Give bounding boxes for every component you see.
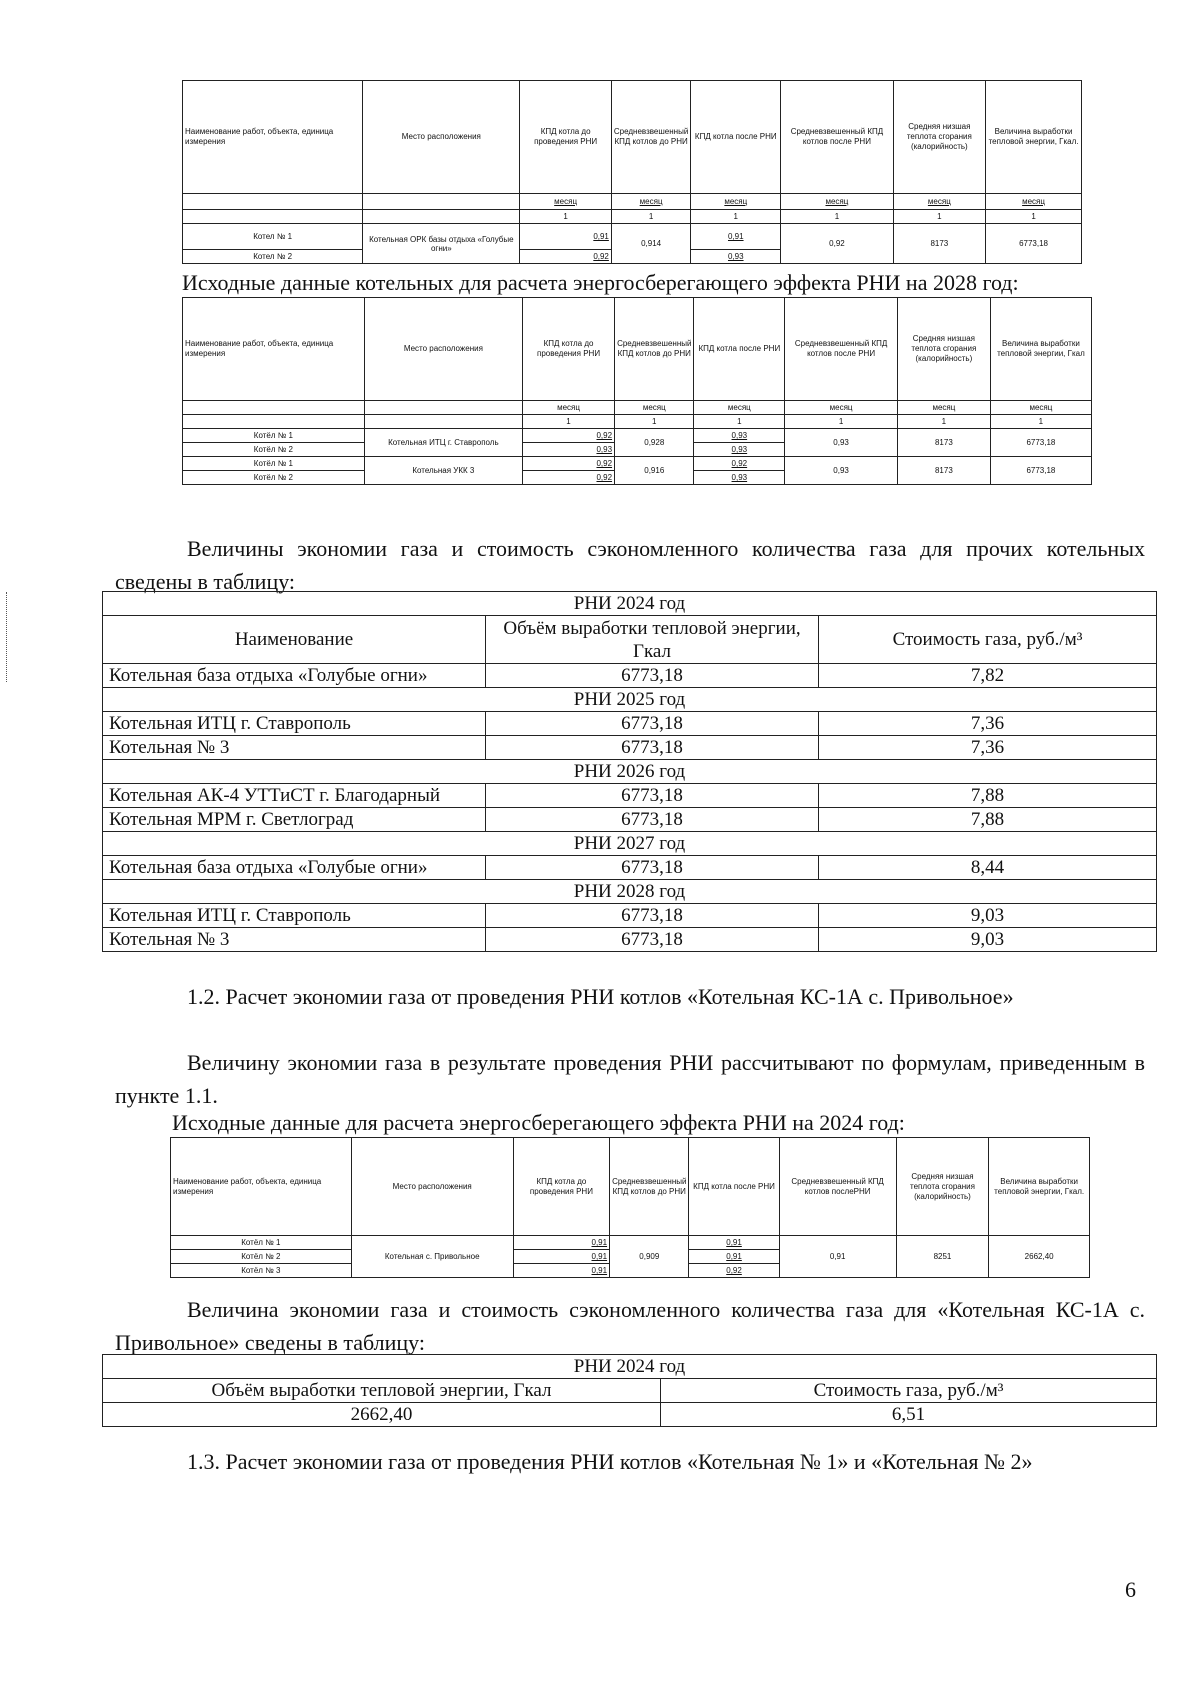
header-name: Наименование работ, объекта, единица измерения: [171, 1138, 352, 1236]
header-avg-kpd-after: Средневзвешенный КПД котлов послеРНИ: [779, 1138, 896, 1236]
year-row: РНИ 2024 год: [103, 592, 1157, 616]
unit-num-cell: 1: [691, 210, 781, 224]
scan-margin-mark: [6, 592, 11, 682]
kpd-after: 0,93: [694, 443, 785, 457]
calorific: 8173: [897, 457, 990, 485]
unit-num-cell: 1: [986, 210, 1082, 224]
unit-cell: месяц: [694, 401, 785, 415]
unit-cell: месяц: [897, 401, 990, 415]
year-row: РНИ 2027 год: [103, 832, 1157, 856]
boiler-name: Котёл № 2: [171, 1250, 352, 1264]
header-heat-output: Величина выработки тепловой энергии, Гкал.: [989, 1138, 1090, 1236]
caption-2024: Исходные данные для расчета энергосберегающего эффекта РНИ на 2024 год:: [172, 1110, 905, 1135]
unit-cell: месяц: [785, 401, 898, 415]
kpd-before: 0,91: [520, 224, 612, 250]
boiler-data-table-2024: [170, 1137, 1090, 1278]
cost: 6,51: [661, 1403, 1157, 1427]
year-row: РНИ 2028 год: [103, 880, 1157, 904]
unit-num-cell: 1: [694, 415, 785, 429]
header-place: Место расположения: [363, 81, 520, 194]
unit-num-cell: 1: [893, 210, 986, 224]
header-volume: Объём выработки тепловой энергии, Гкал: [486, 616, 819, 664]
para-kc1a: Величина экономии газа и стоимость сэкономленного количества газа для «Котельная КС-1А с. Привольное» сведены в таблицу:: [115, 1297, 1145, 1355]
header-kpd-after: КПД котла после РНИ: [694, 298, 785, 401]
kpd-before: 0,91: [513, 1250, 609, 1264]
header-heat-output: Величина выработки тепловой энергии, Гкал.: [986, 81, 1082, 194]
unit-cell: месяц: [615, 401, 694, 415]
boiler-place: Котельная ОРК базы отдыха «Голубые огни»: [363, 224, 520, 264]
section-1-3-title: 1.3. Расчет экономии газа от проведения РНИ котлов «Котельная № 1» и «Котельная № 2»: [187, 1449, 1033, 1474]
boiler-name: Котельная ИТЦ г. Ставрополь: [103, 904, 486, 928]
avg-kpd-before: 0,914: [611, 224, 690, 264]
unit-cell: месяц: [990, 401, 1091, 415]
boiler-name: Котельная база отдыха «Голубые огни»: [103, 664, 486, 688]
unit-num-cell: 1: [523, 415, 615, 429]
boiler-place: Котельная ИТЦ г. Ставрополь: [364, 429, 522, 457]
calorific: 8173: [897, 429, 990, 457]
cost: 7,88: [819, 784, 1157, 808]
table-row: [183, 224, 1082, 250]
boiler-name: Котельная № 3: [103, 736, 486, 760]
header-avg-kpd-before: Средневзвешенный КПД котлов до РНИ: [615, 298, 694, 401]
unit-cell: месяц: [781, 194, 893, 210]
section-1-2-para: Величину экономии газа в результате проведения РНИ рассчитывают по формулам, приведенным в пункте 1.1.: [115, 1050, 1145, 1108]
header-name: Наименование: [103, 616, 486, 664]
header-avg-kpd-before: Средневзвешенный КПД котлов до РНИ: [610, 1138, 689, 1236]
table-row: [171, 1236, 1090, 1250]
cost: 9,03: [819, 904, 1157, 928]
unit-num-cell: 1: [990, 415, 1091, 429]
avg-kpd-after: 0,91: [779, 1236, 896, 1278]
unit-cell: месяц: [520, 194, 612, 210]
header-avg-kpd-before: Средневзвешенный КПД котлов до РНИ: [611, 81, 690, 194]
kpd-after: 0,93: [694, 429, 785, 443]
avg-kpd-before: 0,916: [615, 457, 694, 485]
year-row: РНИ 2024 год: [103, 1355, 1157, 1379]
table-row: [103, 1403, 1157, 1427]
volume: 6773,18: [486, 856, 819, 880]
avg-kpd-after: 0,92: [781, 224, 893, 264]
unit-num-cell: 1: [611, 210, 690, 224]
kpd-before: 0,92: [520, 250, 612, 264]
boiler-data-table-2028: [182, 297, 1092, 485]
volume: 6773,18: [486, 664, 819, 688]
unit-num-cell: 1: [615, 415, 694, 429]
boiler-place: Котельная УКК 3: [364, 457, 522, 485]
header-calorific: Средняя низшая теплота сгорания (калорийность): [893, 81, 986, 194]
page-number: 6: [1125, 1577, 1136, 1602]
volume: 6773,18: [486, 784, 819, 808]
header-cost: Стоимость газа, руб./м³: [819, 616, 1157, 664]
avg-kpd-after: 0,93: [785, 457, 898, 485]
header-calorific: Средняя низшая теплота сгорания (калорийность): [896, 1138, 989, 1236]
avg-kpd-before: 0,928: [615, 429, 694, 457]
cost: 7,36: [819, 736, 1157, 760]
kpd-before: 0,91: [513, 1264, 609, 1278]
unit-num-cell: 1: [785, 415, 898, 429]
kpd-before: 0,92: [523, 429, 615, 443]
cost: 9,03: [819, 928, 1157, 952]
header-calorific: Средняя низшая теплота сгорания (калорийность): [897, 298, 990, 401]
unit-cell: месяц: [986, 194, 1082, 210]
unit-cell: месяц: [691, 194, 781, 210]
boiler-data-table-kc: [182, 80, 1082, 264]
header-cost: Стоимость газа, руб./м³: [661, 1379, 1157, 1403]
savings-table: [102, 591, 1157, 952]
boiler-name: Котельная база отдыха «Голубые огни»: [103, 856, 486, 880]
kpd-before: 0,92: [523, 471, 615, 485]
header-kpd-before: КПД котла до проведения РНИ: [520, 81, 612, 194]
table-row: [103, 784, 1157, 808]
cost: 8,44: [819, 856, 1157, 880]
kc1a-savings-table: [102, 1354, 1157, 1427]
kpd-before: 0,93: [523, 443, 615, 457]
header-name: Наименование работ, объекта, единица измерения: [183, 298, 365, 401]
volume: 6773,18: [486, 712, 819, 736]
kpd-after: 0,92: [694, 457, 785, 471]
cost: 7,82: [819, 664, 1157, 688]
boiler-name: Котёл № 3: [171, 1264, 352, 1278]
boiler-name: Котёл № 2: [183, 443, 365, 457]
kpd-after: 0,91: [691, 224, 781, 250]
header-kpd-before: КПД котла до проведения РНИ: [523, 298, 615, 401]
calorific: 8251: [896, 1236, 989, 1278]
kpd-after: 0,93: [694, 471, 785, 485]
heat-output: 6773,18: [990, 457, 1091, 485]
kpd-after: 0,91: [689, 1236, 779, 1250]
table-row: [103, 808, 1157, 832]
header-avg-kpd-after: Средневзвешенный КПД котлов после РНИ: [781, 81, 893, 194]
header-kpd-after: КПД котла после РНИ: [691, 81, 781, 194]
avg-kpd-after: 0,93: [785, 429, 898, 457]
unit-cell: месяц: [523, 401, 615, 415]
boiler-name: Котельная ИТЦ г. Ставрополь: [103, 712, 486, 736]
header-volume: Объём выработки тепловой энергии, Гкал: [103, 1379, 661, 1403]
kpd-after: 0,91: [689, 1250, 779, 1264]
header-place: Место расположения: [364, 298, 522, 401]
unit-num-cell: 1: [897, 415, 990, 429]
heat-output: 6773,18: [990, 429, 1091, 457]
table-row: [183, 457, 1092, 471]
year-row: РНИ 2026 год: [103, 760, 1157, 784]
header-heat-output: Величина выработки тепловой энергии, Гкал: [990, 298, 1091, 401]
para-other-boilers: Величины экономии газа и стоимость сэкономленного количества газа для прочих котельных сведены в таблицу:: [115, 536, 1145, 594]
header-kpd-after: КПД котла после РНИ: [689, 1138, 779, 1236]
unit-cell: месяц: [893, 194, 986, 210]
boiler-place: Котельная с. Привольное: [351, 1236, 513, 1278]
header-place: Место расположения: [351, 1138, 513, 1236]
boiler-name: Котёл № 2: [183, 471, 365, 485]
table-row: [103, 856, 1157, 880]
unit-cell: месяц: [611, 194, 690, 210]
cost: 7,88: [819, 808, 1157, 832]
kpd-after: 0,92: [689, 1264, 779, 1278]
boiler-name: Котёл № 1: [171, 1236, 352, 1250]
kpd-before: 0,91: [513, 1236, 609, 1250]
boiler-name: Котёл № 1: [183, 457, 365, 471]
table-row: [103, 928, 1157, 952]
unit-num-cell: 1: [781, 210, 893, 224]
avg-kpd-before: 0,909: [610, 1236, 689, 1278]
table-row: [103, 664, 1157, 688]
calorific: 8173: [893, 224, 986, 264]
heat-output: 6773,18: [986, 224, 1082, 264]
volume: 6773,18: [486, 808, 819, 832]
table-row: [103, 712, 1157, 736]
table-row: [103, 736, 1157, 760]
boiler-name: Котельная № 3: [103, 928, 486, 952]
table-row: [103, 904, 1157, 928]
boiler-name: Котёл № 1: [183, 429, 365, 443]
year-row: РНИ 2025 год: [103, 688, 1157, 712]
heat-output: 2662,40: [989, 1236, 1090, 1278]
section-1-2-title: 1.2. Расчет экономии газа от проведения РНИ котлов «Котельная КС-1А с. Привольное»: [187, 984, 1014, 1009]
boiler-name: Котел № 2: [183, 250, 363, 264]
table-row: [183, 429, 1092, 443]
volume: 6773,18: [486, 736, 819, 760]
caption-2028: Исходные данные котельных для расчета энергосберегающего эффекта РНИ на 2028 год:: [182, 270, 1019, 295]
header-kpd-before: КПД котла до проведения РНИ: [513, 1138, 609, 1236]
volume: 6773,18: [486, 928, 819, 952]
kpd-after: 0,93: [691, 250, 781, 264]
header-avg-kpd-after: Средневзвешенный КПД котлов после РНИ: [785, 298, 898, 401]
boiler-name: Котельная МРМ г. Светлоград: [103, 808, 486, 832]
boiler-name: Котельная АК-4 УТТиСТ г. Благодарный: [103, 784, 486, 808]
boiler-name: Котел № 1: [183, 224, 363, 250]
unit-num-cell: 1: [520, 210, 612, 224]
cost: 7,36: [819, 712, 1157, 736]
volume: 6773,18: [486, 904, 819, 928]
header-name: Наименование работ, объекта, единица измерения: [183, 81, 363, 194]
kpd-before: 0,92: [523, 457, 615, 471]
volume: 2662,40: [103, 1403, 661, 1427]
